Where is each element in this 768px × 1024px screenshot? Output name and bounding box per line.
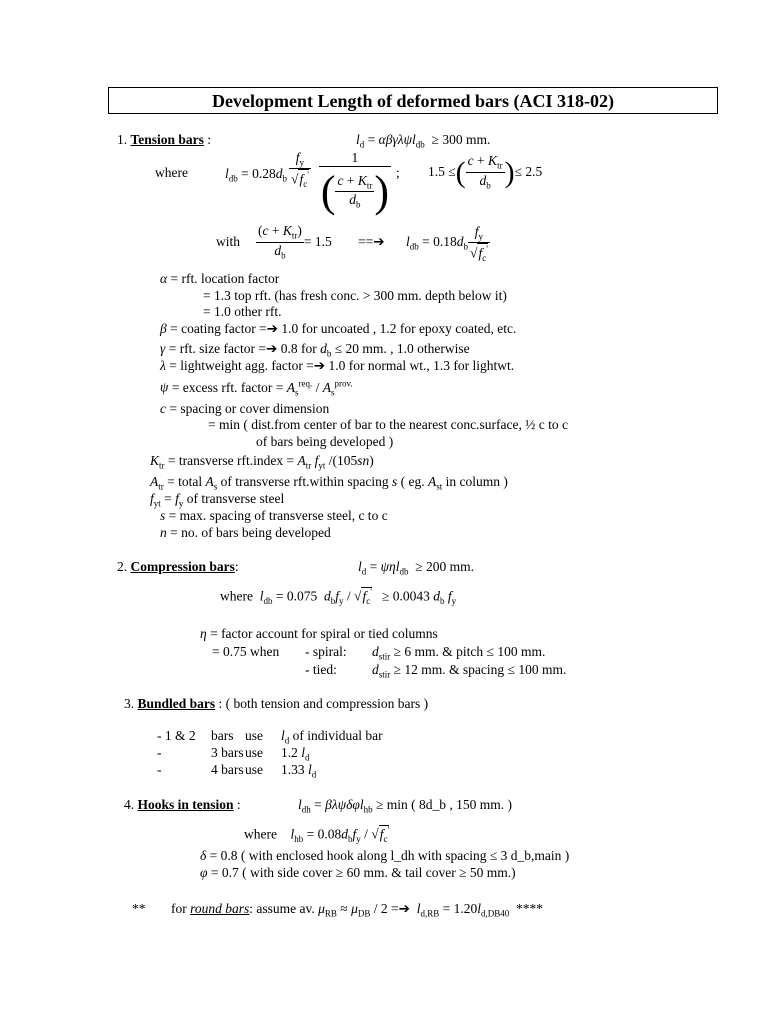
delta-definition: δ = 0.8 ( with enclosed hook along l_dh with spacing ≤ 3 d_b,main ) — [200, 848, 570, 863]
ldb-simplified: $l_{db} = 0.18d_b$ $\frac{f_y}{√f_c'}$ — [406, 224, 488, 264]
with-equation: $\frac{(c + K_{tr})}{d_b}$ = 1.5 — [258, 223, 332, 261]
ldb-formula: $l_{db} = 0.28d_b$ $\frac{f_y}{√f_c'}$ 1 ( $\frac{c + K_{tr}}{d_b}$ ) — [225, 150, 390, 216]
equals-1-5: = 1.5 — [303, 233, 332, 249]
tied-label: - tied: — [305, 662, 337, 677]
compression-minimum: ≥ 200 mm. — [415, 559, 475, 574]
definition-row: $K_{tr}$ = transverse rft.index = $A_{tr}$ $f_{yt}$ /(105sn) — [150, 453, 374, 471]
with-label: with — [216, 234, 241, 249]
definition-row: = 1.0 other rft. — [203, 304, 282, 319]
definition-row: λ = lightweight agg. factor =➔ 1.0 for normal wt., 1.3 for lightwt. — [160, 358, 515, 373]
eta-definition: η = factor account for spiral or tied columns — [200, 626, 438, 641]
title-box — [108, 87, 718, 114]
phi-definition: φ = 0.7 ( with side cover ≥ 60 mm. & tail cover ≥ 50 mm.) — [200, 865, 516, 880]
range-low: 1.5 ≤ — [428, 163, 456, 179]
colon: : — [203, 132, 212, 147]
definition-row: β = coating factor =➔ 1.0 for uncoated , 1.2 for epoxy coated, etc. — [160, 321, 517, 336]
tension-minimum: ≥ 300 mm. — [431, 132, 491, 147]
ldb-coefficient: = 0.28 — [241, 166, 276, 181]
definition-row: γ = rft. size factor =➔ 0.8 for $d_b \le 20$ mm. , 1.0 otherwise — [160, 341, 470, 359]
compression-bars-heading: Compression bars — [130, 559, 235, 574]
one-over-bracket: 1 ( $\frac{c + K_{tr}}{d_b}$ ) — [320, 150, 390, 216]
page-title: Development Length of deformed bars (ACI 318-02) — [212, 91, 614, 111]
compression-main-equation: $l_d = \psi\eta l_{db} \ge 200$ mm. — [358, 559, 475, 577]
hook-main-equation: $l_{dh} = \beta\lambda\psi\delta\varphi l_{hb} \ge \min$ ( 8d_b , 150 mm. ) — [298, 797, 513, 815]
section-3-heading: 3. Bundled bars : ( both tension and compression bars ) — [124, 696, 429, 711]
definition-row: c = spacing or cover dimension — [160, 401, 330, 416]
section-number: 2. — [117, 559, 128, 574]
tension-bars-heading: Tension bars — [130, 132, 204, 147]
where-label: where — [155, 165, 188, 180]
spiral-label: - spiral: — [305, 644, 347, 659]
round-bars-note: for round bars: assume av. $\mu_{RB} \approx \mu_{DB} / 2$ =➔ $l_{d,RB} = 1.20l_{d,DB40}$ **** — [171, 901, 544, 919]
footer-stars-left: ** — [132, 901, 146, 916]
definition-row: = min ( dist.from center of bar to the nearest conc.surface, ½ c to c — [208, 417, 568, 432]
definition-row: n = no. of bars being developed — [160, 525, 331, 540]
definition-row: = 1.3 top rft. (has fresh conc. > 300 mm. depth below it) — [203, 288, 507, 303]
implies-arrow: ==➔ — [358, 234, 385, 249]
tension-main-equation: $l_d = \alpha\beta\gamma\lambda\psi l_{db} \ge 300$ mm. — [356, 132, 491, 150]
section-4-heading: 4. Hooks in tension : — [124, 797, 241, 812]
definition-row: $f_{yt} = f_y$ of transverse steel — [150, 491, 285, 509]
hooks-heading: Hooks in tension — [137, 797, 234, 812]
bundled-row: - 4 barsuse 1.33 $l_d$ — [157, 762, 317, 780]
definition-row: $A_{tr}$ = total $A_s$ of transverse rft.within spacing s ( eg. $A_{st}$ in column ) — [150, 474, 508, 492]
range-high: ≤ 2.5 — [514, 163, 543, 179]
section-2-heading: 2. Compression bars: — [117, 559, 239, 574]
section-number: 1. — [117, 132, 128, 147]
spiral-condition: $d_{stir} \ge 6$ mm. & pitch ≤ 100 mm. — [372, 644, 546, 662]
semicolon: ; — [396, 165, 400, 180]
definition-row: s = max. spacing of transverse steel, c to c — [160, 508, 388, 523]
tied-condition: $d_{stir} \ge 12$ mm. & spacing ≤ 100 mm. — [372, 662, 567, 680]
bundled-bars-heading: Bundled bars — [137, 696, 216, 711]
section-1-heading — [117, 133, 211, 148]
hook-lhb: where $l_{hb} = 0.08d_bf_y / √f_c'$ — [244, 825, 390, 845]
definition-row: of bars being developed ) — [256, 434, 394, 449]
fy-over-sqrt-fc: $\frac{f_y}{√f_c'}$ — [291, 150, 309, 190]
definition-row: α = rft. location factor — [160, 271, 280, 286]
definition-row: ψ = excess rft. factor = $A_s^{req.} / A_s^{prov.}$ — [160, 378, 353, 398]
eta-when: = 0.75 when — [212, 644, 280, 659]
ratio-range: 1.5 ≤ ( $\frac{c + K_{tr}}{d_b}$ ) ≤ 2.5 — [428, 153, 543, 191]
bundled-row: - 3 barsuse 1.2 $l_d$ — [157, 745, 310, 763]
compression-ldb: where $l_{db} = 0.075$ $d_bf_y / √f_c'$ ≥ 0.0043 $d_b$ $f_y$ — [220, 587, 457, 607]
bundled-row: - 1 & 2 bars use $l_d$ of individual bar — [157, 728, 383, 746]
